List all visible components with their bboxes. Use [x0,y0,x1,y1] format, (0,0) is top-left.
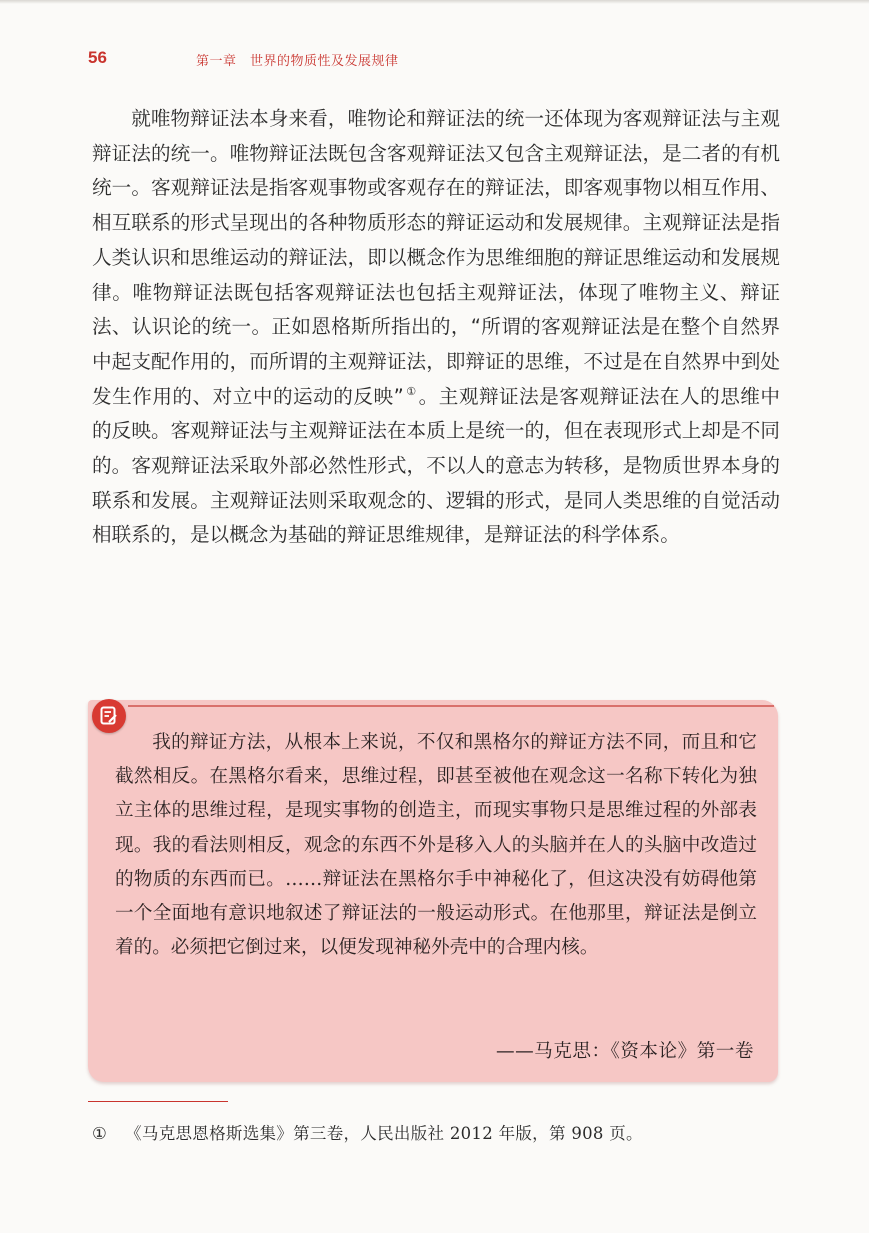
quote-text: 我的辩证方法，从根本上来说，不仅和黑格尔的辩证方法不同，而且和它截然相反。在黑格尔看来，思维过程，即甚至被他在观念这一名称下转化为独立主体的思维过程，是现实事物的创造主，而现实事物只是思维过程的外部表现。我的看法则相反，观念的东西不外是移入人的头脑并在人的头脑中改造过的物质的东西而已。……辩证法在黑格尔手中神秘化了，但这决没有妨碍他第一个全面地有意识地叙述了辩证法的一般运动形式。在他那里，辩证法是倒立着的。必须把它倒过来，以便发现神秘外壳中的合理内核。 [115,732,757,959]
footnote-text: 《马克思恩格斯选集》第三卷，人民出版社 2012 年版，第 908 页。 [125,1124,643,1143]
quote-box [88,700,778,1082]
footnote-mark: ① [92,1124,108,1143]
paragraph-text: 就唯物辩证法本身来看，唯物论和辩证法的统一还体现为客观辩证法与主观辩证法的统一。唯物辩证法既包含客观辩证法又包含主观辩证法，是二者的有机统一。客观辩证法是指客观事物或客观存在的辩证法，即客观事物以相互作用、相互联系的形式呈现出的各种物质形态的辩证运动和发展规律。主观辩证法是指人类认识和思维运动的辩证法，即以概念作为思维细胞的辩证思维运动和发展规律。唯物辩证法既包括客观辩证法也包括主观辩证法，体现了唯物主义、辩证法、认识论的统一。正如恩格斯所指出的，“所谓的客观辩证法是在整个自然界中起支配作用的，而所谓的主观辩证法，即辩证的思维，不过是在自然界中到处发生作用的、对立中的运动的反映” [92,107,780,408]
page-top-edge [0,0,869,4]
paragraph-text-tail: 。主观辩证法是客观辩证法在人的思维中的反映。客观辩证法与主观辩证法在本质上是统一的，但在表现形式上却是不同的。客观辩证法采取外部必然性形式，不以人的意志为转移，是物质世界本身的联系和发展。主观辩证法则采取观念的、逻辑的形式，是同人类思维的自觉活动相联系的，是以概念为基础的辩证思维规律，是辩证法的科学体系。 [92,384,780,547]
footnote [92,1120,643,1144]
page-header [88,48,788,72]
quote-top-rule [128,705,774,707]
footnote-reference[interactable]: ① [405,385,417,399]
chapter-running-head: 第一章 世界的物质性及发展规律 [196,54,399,69]
page-number: 56 [88,48,107,67]
quote-source: ——马克思：《资本论》第一卷 [495,1041,754,1062]
footnote-rule [88,1101,228,1102]
main-paragraph [92,102,780,553]
